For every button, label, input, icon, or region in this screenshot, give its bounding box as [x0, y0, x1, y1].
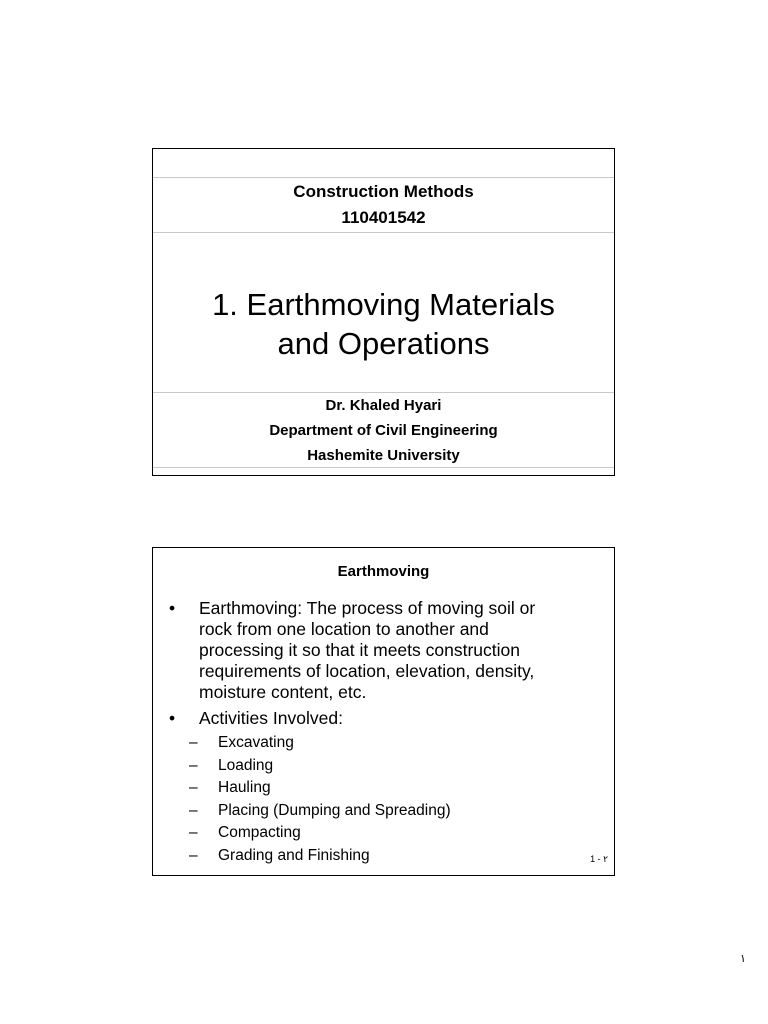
author-block [153, 393, 614, 468]
university-name: Hashemite University [307, 447, 460, 464]
bullet-item [153, 708, 614, 729]
sub-item [153, 755, 614, 778]
sub-item [153, 822, 614, 845]
bullet-line: Activities Involved: [199, 708, 343, 728]
content-slide [152, 547, 615, 876]
title-line-2: and Operations [277, 326, 490, 361]
sub-item-label: Grading and Finishing [218, 846, 370, 864]
sub-item-label: Hauling [218, 779, 271, 796]
slide-title [153, 285, 614, 363]
course-name: Construction Methods [293, 182, 474, 201]
sub-item-label: Placing (Dumping and Spreading) [218, 801, 451, 819]
title-line-1: 1. Earthmoving Materials [212, 287, 555, 322]
sub-item-label: Compacting [218, 824, 301, 841]
course-info [153, 179, 614, 231]
bullet-text [199, 708, 614, 729]
sub-item-label: Loading [218, 756, 274, 774]
dash-marker: – [189, 779, 198, 796]
bullet-line: Earthmoving: The process of moving soil or [199, 598, 536, 618]
sub-item [153, 845, 614, 868]
author-name: Dr. Khaled Hyari [325, 397, 442, 414]
slide-number: 1 - ٢ [590, 854, 608, 864]
divider [153, 232, 614, 233]
sub-item [153, 800, 614, 823]
divider [153, 467, 614, 468]
dash-marker: – [189, 846, 198, 864]
bullet-line: processing it so that it meets construction [199, 640, 520, 660]
bullet-text [199, 598, 614, 703]
title-slide [152, 148, 615, 476]
sub-item-label: Excavating [218, 734, 294, 751]
bullet-line: moisture content, etc. [199, 682, 367, 702]
bullet-marker: • [169, 598, 176, 618]
bullet-line: requirements of location, elevation, density, [199, 661, 535, 681]
sub-list [153, 732, 614, 867]
divider [153, 177, 614, 178]
sub-item [153, 732, 614, 755]
bullet-list [153, 598, 614, 867]
dash-marker: – [189, 801, 198, 819]
slide-heading: Earthmoving [337, 563, 430, 580]
course-code: 110401542 [341, 208, 426, 227]
bullet-item [153, 598, 614, 703]
sub-item [153, 777, 614, 800]
bullet-line: rock from one location to another and [199, 619, 489, 639]
bullet-marker: • [169, 708, 176, 728]
dash-marker: – [189, 824, 198, 841]
department-name: Department of Civil Engineering [269, 422, 498, 439]
dash-marker: – [189, 734, 198, 751]
page-number: ١ [740, 953, 746, 965]
dash-marker: – [189, 756, 198, 774]
